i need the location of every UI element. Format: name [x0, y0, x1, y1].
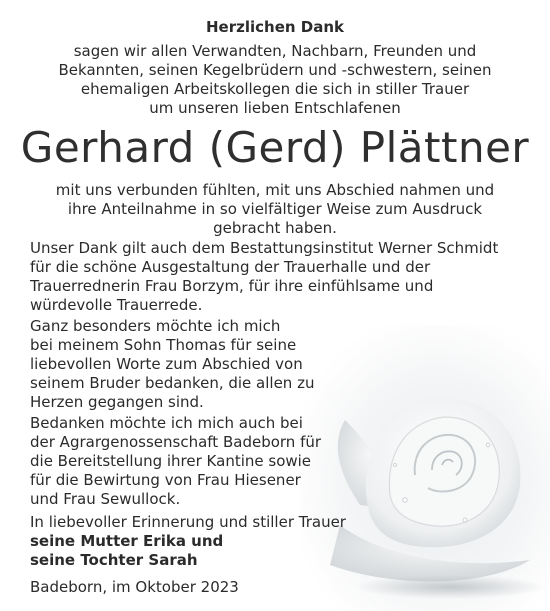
paragraph-line: die Bereitstellung ihrer Kantine sowie [30, 452, 312, 470]
paragraph-line: Ganz besonders möchte ich mich [30, 317, 281, 335]
paragraph-line: würdevolle Trauerrede. [30, 296, 203, 314]
intro-line: Bekannten, seinen Kegelbrüdern und -schwestern, seinen [58, 61, 492, 79]
closing-signature [30, 513, 530, 570]
after-line: mit uns verbunden fühlten, mit uns Abschied nahmen und [55, 181, 495, 199]
paragraph-line: Herzen gegangen sind. [30, 393, 204, 411]
signer-mother: seine Mutter Erika und [30, 532, 224, 550]
paragraph-line: Trauerrednerin Frau Borzym, für ihre einfühlsame und [30, 277, 434, 295]
intro-line: sagen wir allen Verwandten, Nachbarn, Freunden und [73, 42, 477, 60]
paragraph-line: Unser Dank gilt auch dem Bestattungsinstitut Werner Schmidt [30, 239, 499, 257]
paragraph-line: der Agrargenossenschaft Badeborn für [30, 433, 322, 451]
after-name-text [0, 181, 550, 238]
deceased-name: Gerhard (Gerd) Plättner [20, 123, 530, 172]
place-date-line: Badeborn, im Oktober 2023 [30, 578, 239, 596]
place-date [30, 578, 530, 597]
closing-line: In liebevoller Erinnerung und stiller Trauer [30, 513, 346, 531]
after-line: gebracht haben. [213, 219, 337, 237]
paragraph-line: seinem Bruder bedanken, die allen zu [30, 374, 315, 392]
after-line: ihre Anteilnahme in so vielfältiger Weise zum Ausdruck [67, 200, 483, 218]
paragraph-line: für die schöne Ausgestaltung der Trauerhalle und der [30, 258, 431, 276]
paragraph-son-thanks [30, 317, 530, 412]
heading-herzlichen-dank: Herzlichen Dank [205, 18, 344, 36]
signer-daughter: seine Tochter Sarah [30, 551, 198, 569]
paragraph-line: für die Bewirtung von Frau Hiesener [30, 471, 301, 489]
paragraph-line: Bedanken möchte ich mich auch bei [30, 414, 303, 432]
intro-line: um unseren lieben Entschlafenen [149, 99, 401, 117]
intro-text [0, 42, 550, 118]
paragraph-line: liebevollen Worte zum Abschied von [30, 355, 303, 373]
intro-line: ehemaligen Arbeitskollegen die sich in stiller Trauer [80, 80, 470, 98]
paragraph-funeral-thanks [30, 239, 530, 315]
paragraph-line: und Frau Sewullock. [30, 490, 181, 508]
paragraph-line: bei meinem Sohn Thomas für seine [30, 336, 297, 354]
paragraph-agrar-thanks [30, 414, 530, 509]
